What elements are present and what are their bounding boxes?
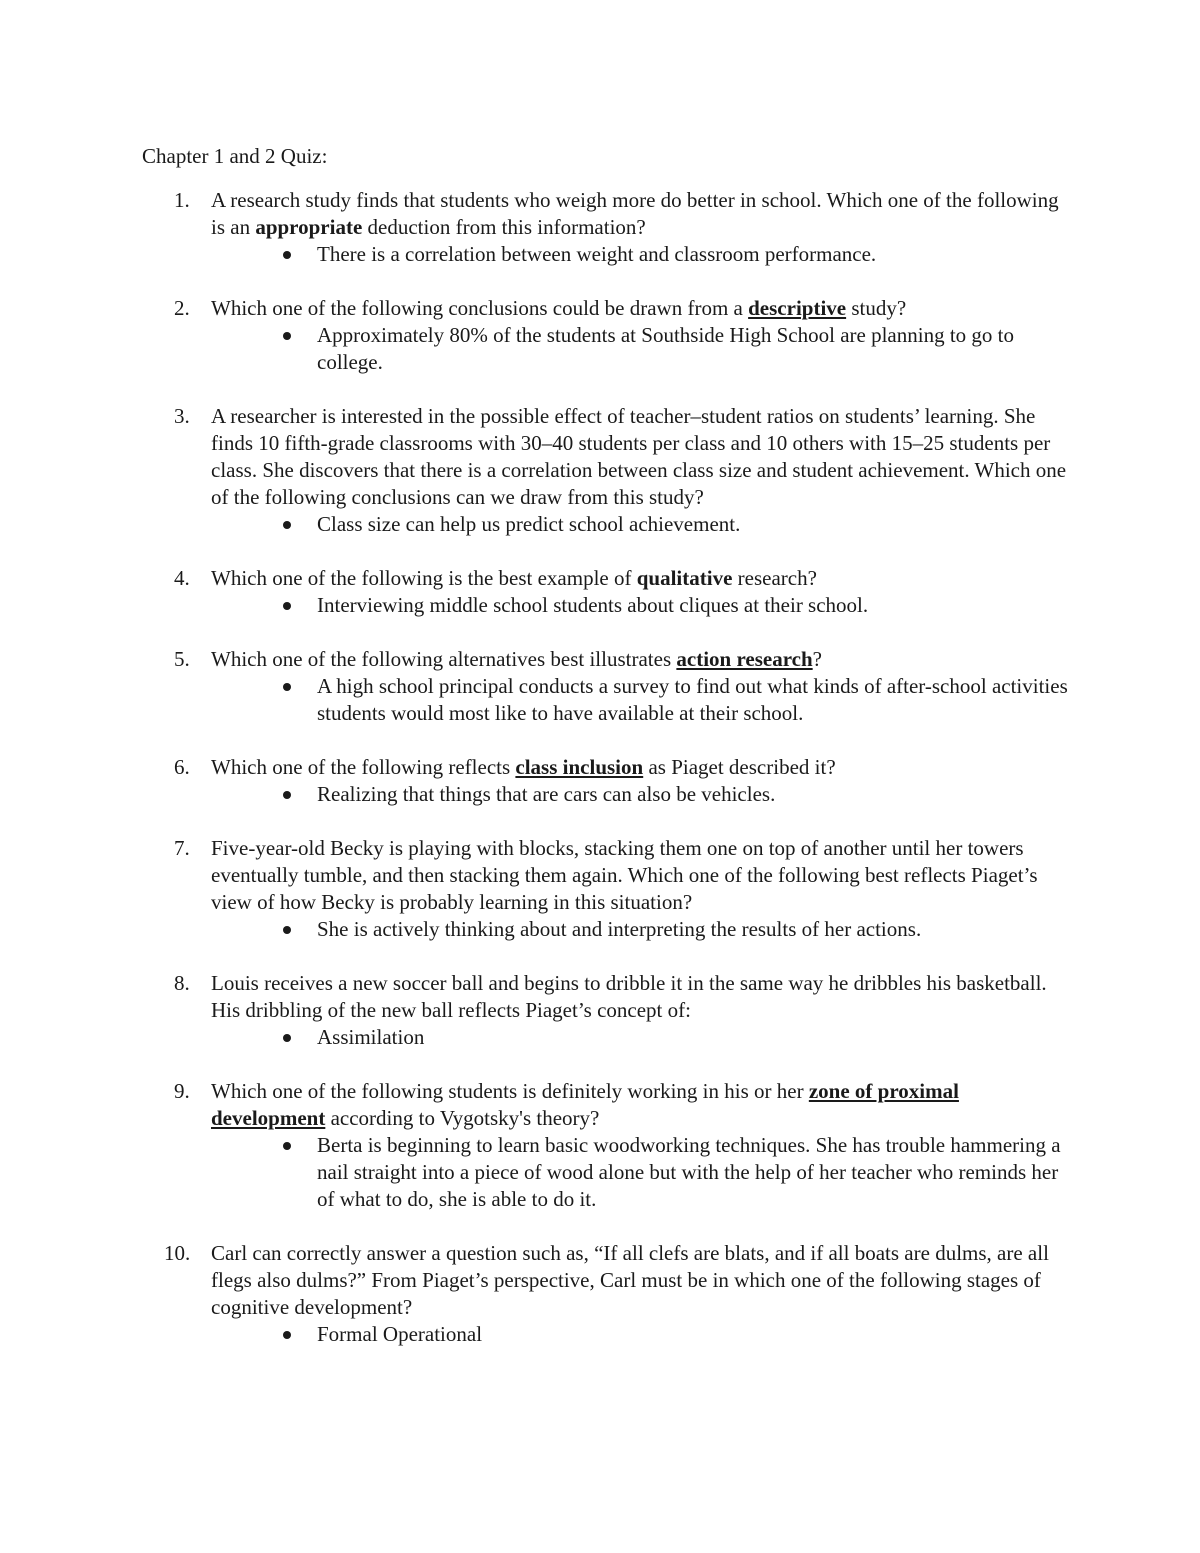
- question-item: [142, 754, 1072, 808]
- answer-text: Formal Operational: [317, 1322, 483, 1346]
- question-text-segment: Which one of the following alternatives best illustrates: [211, 647, 677, 671]
- bullet-icon: [283, 791, 291, 799]
- question-number: 4.: [174, 566, 190, 590]
- key-term: qualitative: [636, 566, 733, 590]
- question-number: 10.: [164, 1241, 191, 1265]
- question-text: [211, 835, 1072, 916]
- question-text-segment: A researcher is interested in the possible effect of teacher–student ratios on students’ learning. She finds 10 fifth-grade classrooms with 30–40 students per class and 10 others with 15–25 students per class. She discovers that there is a correlation between class size and student achievement. Which one of the following conclusions can we draw from this study?: [211, 404, 1067, 509]
- question-number: 2.: [174, 296, 190, 320]
- bullet-icon: [283, 1331, 291, 1339]
- question-item: [142, 403, 1072, 538]
- question-text: [211, 646, 1072, 673]
- question-text-segment: A research study finds that students who weigh more do better in school. Which one of the following is an: [211, 188, 1059, 239]
- question-text-segment: Which one of the following conclusions could be drawn from a: [211, 296, 749, 320]
- bullet-icon: [283, 683, 291, 691]
- answer-item: [211, 592, 1072, 619]
- question-text: [211, 403, 1072, 511]
- question-text: [211, 754, 1072, 781]
- answer-text: There is a correlation between weight and classroom performance.: [317, 242, 877, 266]
- question-item: [142, 295, 1072, 376]
- question-text: [211, 187, 1072, 241]
- question-list: [142, 187, 1072, 1348]
- question-number: 1.: [174, 188, 190, 212]
- question-item: [142, 835, 1072, 943]
- answer-item: [211, 322, 1072, 376]
- bullet-icon: [283, 1142, 291, 1150]
- question-number: 6.: [174, 755, 190, 779]
- question-number: 3.: [174, 404, 190, 428]
- question-number: 7.: [174, 836, 190, 860]
- question-text: [211, 970, 1072, 1024]
- answer-item: [211, 1024, 1072, 1051]
- answer-item: [211, 781, 1072, 808]
- question-item: [142, 970, 1072, 1051]
- bullet-icon: [283, 602, 291, 610]
- answer-text: Interviewing middle school students about cliques at their school.: [317, 593, 869, 617]
- question-text: [211, 295, 1072, 322]
- question-text-segment: Which one of the following is the best example of: [211, 566, 637, 590]
- question-text-segment: ?: [812, 647, 822, 671]
- question-item: [142, 565, 1072, 619]
- answer-item: [211, 1321, 1072, 1348]
- question-text: [211, 1078, 1072, 1132]
- question-number: 8.: [174, 971, 190, 995]
- question-text-segment: Louis receives a new soccer ball and begins to dribble it in the same way he dribbles his basketball. His dribbling of the new ball reflects Piaget’s concept of:: [211, 971, 1047, 1022]
- question-text-segment: Which one of the following reflects: [211, 755, 516, 779]
- answer-item: [211, 1132, 1072, 1213]
- answer-text: Assimilation: [317, 1025, 425, 1049]
- key-term: class inclusion: [515, 755, 644, 779]
- question-text-segment: deduction from this information?: [362, 215, 646, 239]
- question-text-segment: research?: [732, 566, 817, 590]
- document-page: [142, 143, 1072, 1375]
- question-number: 9.: [174, 1079, 190, 1103]
- question-text-segment: study?: [846, 296, 907, 320]
- bullet-icon: [283, 926, 291, 934]
- answer-text: Berta is beginning to learn basic woodworking techniques. She has trouble hammering a nail straight into a piece of wood alone but with the help of her teacher who reminds her of what to do, she is able to do it.: [317, 1133, 1061, 1211]
- question-text: [211, 565, 1072, 592]
- question-text-segment: Carl can correctly answer a question such as, “If all clefs are blats, and if all boats are dulms, are all flegs also dulms?” From Piaget’s perspective, Carl must be in which one of the following stages of cognitive development?: [211, 1241, 1049, 1319]
- question-item: [142, 646, 1072, 727]
- key-term: appropriate: [255, 215, 363, 239]
- answer-text: Realizing that things that are cars can also be vehicles.: [317, 782, 776, 806]
- bullet-icon: [283, 251, 291, 259]
- question-item: [142, 1240, 1072, 1348]
- question-text-segment: Which one of the following students is definitely working in his or her: [211, 1079, 809, 1103]
- question-number: 5.: [174, 647, 190, 671]
- question-text-segment: Five-year-old Becky is playing with blocks, stacking them one on top of another until her towers eventually tumble, and then stacking them again. Which one of the following best reflects Piaget’s view of how Becky is probably learning in this situation?: [211, 836, 1038, 914]
- question-text-segment: as Piaget described it?: [643, 755, 836, 779]
- bullet-icon: [283, 521, 291, 529]
- answer-item: [211, 916, 1072, 943]
- answer-item: [211, 673, 1072, 727]
- answer-text: She is actively thinking about and interpreting the results of her actions.: [317, 917, 922, 941]
- key-term: descriptive: [748, 296, 847, 320]
- key-term: action research: [676, 647, 813, 671]
- answer-text: Approximately 80% of the students at Southside High School are planning to go to college.: [317, 323, 1014, 374]
- quiz-title: Chapter 1 and 2 Quiz:: [142, 144, 328, 168]
- question-item: [142, 1078, 1072, 1213]
- answer-text: Class size can help us predict school achievement.: [317, 512, 741, 536]
- key-term: zone of proximal development: [211, 1079, 959, 1130]
- bullet-icon: [283, 1034, 291, 1042]
- answer-item: [211, 511, 1072, 538]
- bullet-icon: [283, 332, 291, 340]
- question-item: [142, 187, 1072, 268]
- question-text-segment: according to Vygotsky's theory?: [325, 1106, 600, 1130]
- question-text: [211, 1240, 1072, 1321]
- answer-item: [211, 241, 1072, 268]
- answer-text: A high school principal conducts a survey to find out what kinds of after-school activities students would most like to have available at their school.: [317, 674, 1068, 725]
